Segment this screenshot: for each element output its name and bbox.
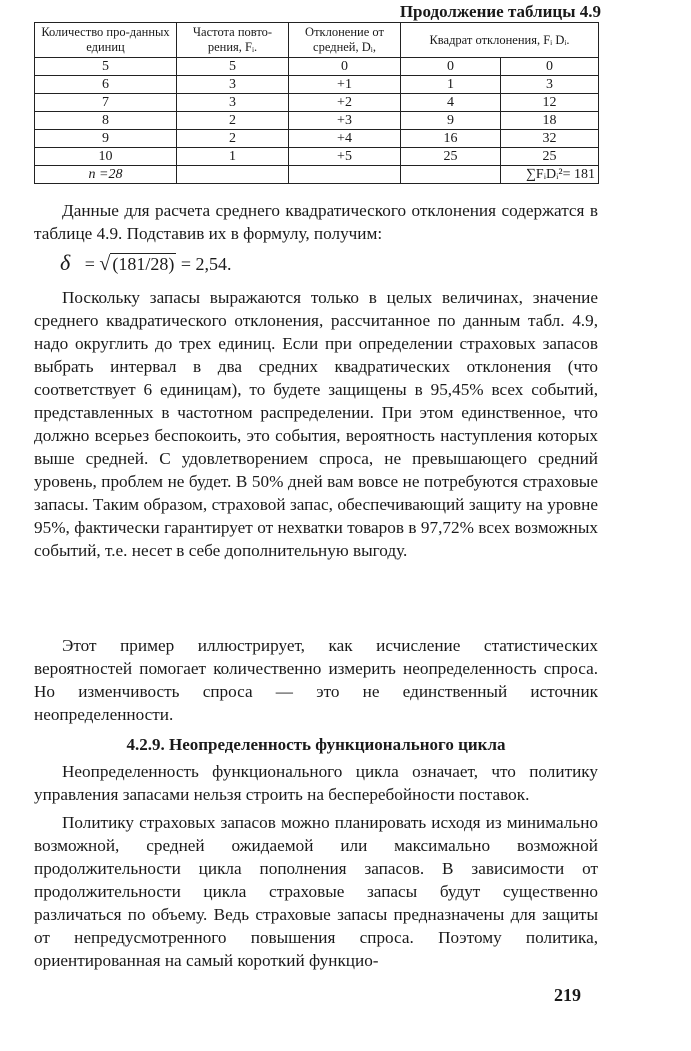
table-cell-empty [289, 166, 401, 184]
paragraph-text: Политику страховых запасов можно планировать исходя из минимально возможной, средней ожидаемой или максимально возможной продолжительности цикла пополнения запасов. В зависимости от продолжительности цикла страховые запасы будут существенно различаться по объему. Ведь страховые запасы предназначены для защиты от непредусмотренного повышения спроса. Поэтому политика, ориентированная на самый короткий функцио- [34, 813, 598, 970]
formula-radicand: (181/28) [112, 254, 175, 274]
table-row [35, 76, 599, 94]
formula-equals: = [84, 254, 95, 274]
table-cell: 6 [35, 76, 177, 94]
table-caption: Продолжение таблицы 4.9 [399, 2, 601, 21]
table-cell: 25 [501, 148, 599, 166]
table-cell: +1 [289, 76, 401, 94]
table-row [35, 148, 599, 166]
table-cell: +5 [289, 148, 401, 166]
sqrt-sign-icon: √ [99, 253, 111, 275]
sum-cell: ∑FᵢDᵢ²= 181 [501, 166, 599, 184]
table-cell: 8 [35, 112, 177, 130]
table-cell-empty [401, 166, 501, 184]
table-cell: 1 [177, 148, 289, 166]
table-cell: 9 [35, 130, 177, 148]
table-cell: +2 [289, 94, 401, 112]
table-cell: +3 [289, 112, 401, 130]
table-cell: 12 [501, 94, 599, 112]
table-row [35, 130, 599, 148]
table-cell: 0 [289, 58, 401, 76]
paragraph-cycle [34, 760, 598, 806]
paragraph-policy [34, 811, 598, 972]
table-cell: 9 [401, 112, 501, 130]
table-cell: 10 [35, 148, 177, 166]
table-cell: 32 [501, 130, 599, 148]
table-cell: 16 [401, 130, 501, 148]
table-cell: 25 [401, 148, 501, 166]
table-cell: 4 [401, 94, 501, 112]
page-number: 219 [554, 985, 581, 1005]
table-cell: 2 [177, 130, 289, 148]
header-units-sold: Количество про-данных единиц [35, 23, 177, 58]
paragraph-main [34, 286, 598, 562]
paragraph-text: Данные для расчета среднего квадратического отклонения содержатся в таблице 4.9. Подставив их в формулу, получим: [34, 201, 598, 243]
table-row [35, 58, 599, 76]
table-cell: 3 [177, 94, 289, 112]
table-cell: 3 [177, 76, 289, 94]
frequency-table [34, 22, 599, 184]
section-heading: 4.2.9. Неопределенность функционального цикла [126, 735, 506, 754]
table-header-row [35, 23, 599, 58]
header-deviation: Отклонение от средней, Dᵢ, [289, 23, 401, 58]
table-footer-row [35, 166, 599, 184]
table-cell: 18 [501, 112, 599, 130]
table-cell: 2 [177, 112, 289, 130]
paragraph-intro [34, 199, 598, 245]
paragraph-example [34, 634, 598, 726]
table-cell-empty [177, 166, 289, 184]
paragraph-text: Поскольку запасы выражаются только в целых величинах, значение среднего квадратического отклонения, рассчитанное по данным табл. 4.9, надо округлить до трех единиц. Если при определении страховых запасов выбрать интервал в два средних квадратических отклонения (что соответствует 6 единицам), то будете защищены в 95,45% всех событий, представленных в частотном распределении. При этом единственное, что должно всерьез беспокоить, это события, вероятность наступления которых выше средней. С удовлетворением спроса, не превышающего средний уровень, проблем не будет. В 50% дней вам вовсе не потребуются страховые запасы. Таким образом, страховой запас, обеспечивающий защиту на уровне 95%, фактически гарантирует от нехватки товаров в 97,72% всех возможных событий, т.е. несет в себе дополнительную выгоду. [34, 288, 598, 560]
table-cell: 5 [177, 58, 289, 76]
table-cell: 0 [401, 58, 501, 76]
table-cell: 1 [401, 76, 501, 94]
formula-result: = 2,54. [180, 254, 232, 274]
header-squared-deviation: Квадрат отклонения, Fᵢ Dᵢ. [401, 23, 599, 58]
total-count-cell: n =28 [35, 166, 177, 184]
table-cell: 5 [35, 58, 177, 76]
std-dev-formula [60, 250, 232, 276]
square-root [99, 253, 176, 276]
formula-delta: δ [60, 250, 71, 275]
table-cell: 0 [501, 58, 599, 76]
table-row [35, 112, 599, 130]
header-frequency: Частота повто-рения, Fᵢ. [177, 23, 289, 58]
table-cell: 3 [501, 76, 599, 94]
table-cell: 7 [35, 94, 177, 112]
table-cell: +4 [289, 130, 401, 148]
paragraph-text: Неопределенность функционального цикла означает, что политику управления запасами нельзя строить на бесперебойности поставок. [34, 762, 598, 804]
table-row [35, 94, 599, 112]
paragraph-text: Этот пример иллюстрирует, как исчисление статистических вероятностей помогает количественно измерить неопределенность спроса. Но изменчивость спроса — это не единственный источник неопределенности. [34, 636, 598, 724]
